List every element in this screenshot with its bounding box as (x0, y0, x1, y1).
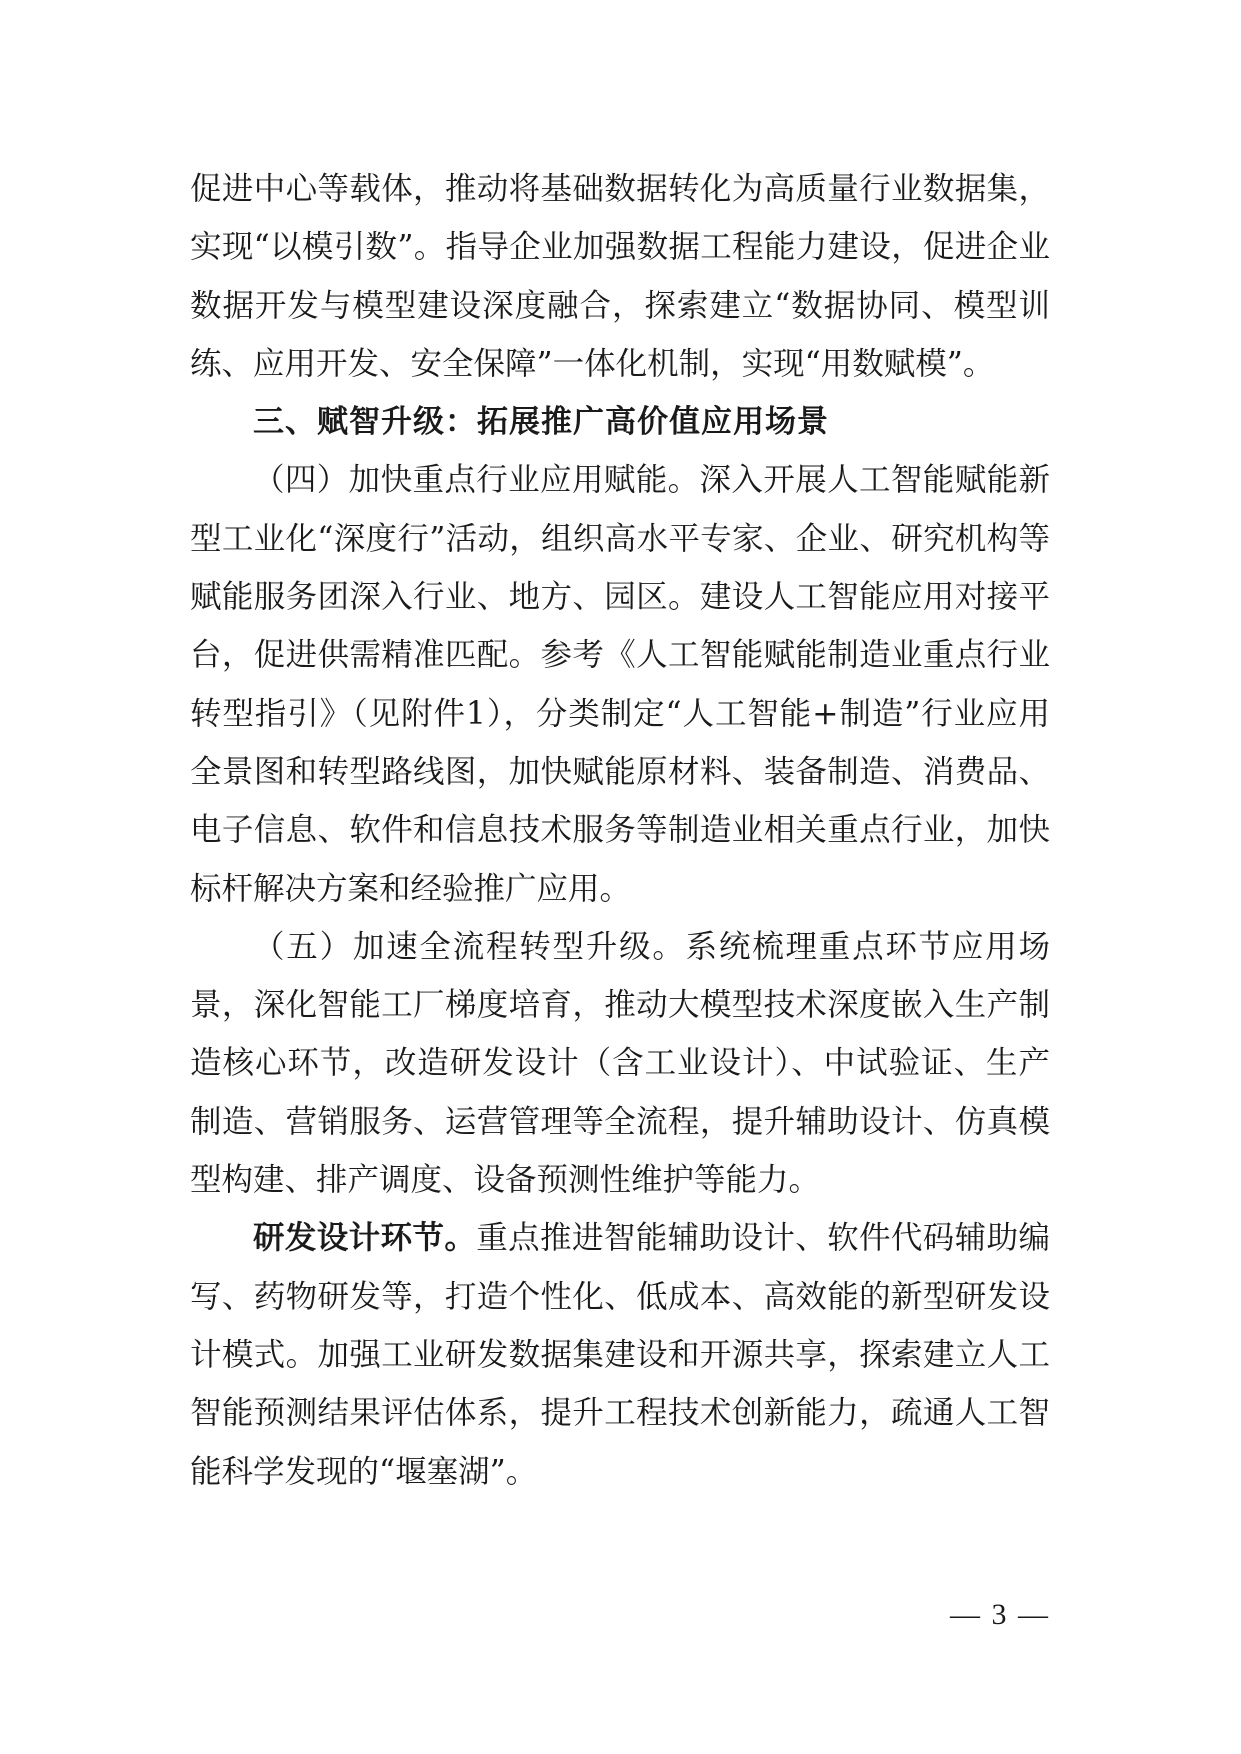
paragraph-full-process-transformation: （五）加速全流程转型升级。系统梳理重点环节应用场景，深化智能工厂梯度培育，推动大模型技术深度嵌入生产制造核心环节，改造研发设计（含工业设计）、中试验证、生产制造、营销服务、运营管理等全流程，提升辅助设计、仿真模型构建、排产调度、设备预测性维护等能力。 (190, 928, 1050, 1199)
paragraph-industry-empowerment: （四）加快重点行业应用赋能。深入开展人工智能赋能新型工业化“深度行”活动，组织高水平专家、企业、研究机构等赋能服务团深入行业、地方、园区。建设人工智能应用对接平台，促进供需精准匹配。参考《人工智能赋能制造业重点行业转型指引》（见附件1），分类制定“人工智能+制造”行业应用全景图和转型路线图，加快赋能原材料、装备制造、消费品、电子信息、软件和信息技术服务等制造业相关重点行业，加快标杆解决方案和经验推广应用。 (190, 462, 1050, 907)
document-body (190, 160, 1050, 1501)
paragraph-rd-design (190, 1209, 1050, 1500)
page-number: — 3 — (950, 1598, 1050, 1631)
section-heading: 三、赋智升级：拓展推广高价值应用场景 (253, 404, 829, 441)
paragraph-lead-title: 研发设计环节。 (253, 1220, 477, 1257)
paragraph-continuation: 促进中心等载体，推动将基础数据转化为高质量行业数据集，实现“以模引数”。指导企业加强数据工程能力建设，促进企业数据开发与模型建设深度融合，探索建立“数据协同、模型训练、应用开发、安全保障”一体化机制，实现“用数赋模”。 (190, 171, 1050, 382)
paragraph-body-text: 重点推进智能辅助设计、软件代码辅助编写、药物研发等，打造个性化、低成本、高效能的新型研发设计模式。加强工业研发数据集建设和开源共享，探索建立人工智能预测结果评估体系，提升工程技术创新能力，疏通人工智能科学发现的“堰塞湖”。 (190, 1220, 1050, 1490)
